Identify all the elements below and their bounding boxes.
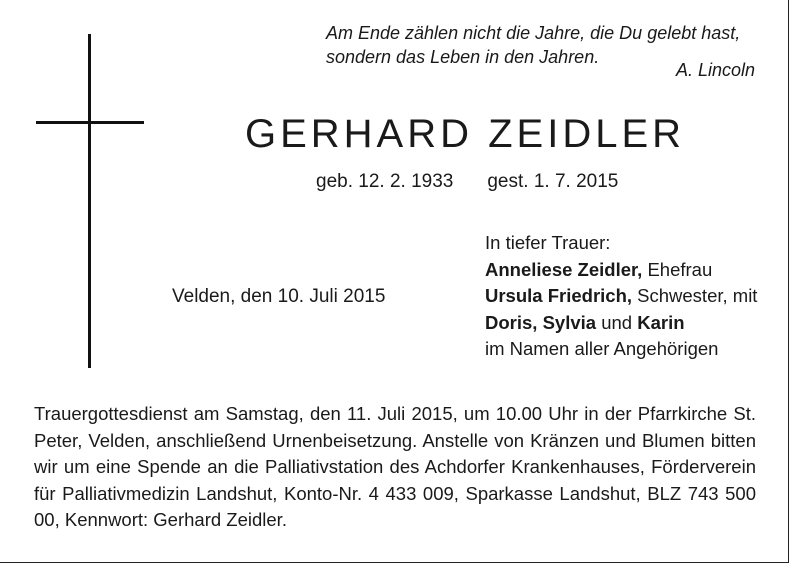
service-announcement: Trauergottesdienst am Samstag, den 11. Juli 2015, um 10.00 Uhr in der Pfarrkirche St. Peter, Velden, anschließend Urnenbeisetzung. Anstelle von Kränzen und Blumen bitten wir um eine Spende an die Palliativstation des Achdorfer Krankenhauses, Förderverein für Palliativmedizin Landshut, Konto-Nr. 4 433 009, Sparkasse Landshut, BLZ 743 500 00, Kennwort: Gerhard Zeidler. [34, 403, 756, 530]
mourner-children-line [485, 310, 757, 337]
birth-date: geb. 12. 2. 1933 [316, 171, 454, 192]
cross-vertical-bar [88, 34, 91, 368]
mourners-block [485, 230, 757, 363]
child-name: Karin [637, 311, 685, 333]
mourner-name: Anneliese Zeidler, [485, 258, 643, 280]
deceased-name: GERHARD ZEIDLER [244, 112, 686, 156]
mourner-relation: Schwester, mit [632, 285, 758, 306]
death-date: gest. 1. 7. 2015 [487, 171, 619, 192]
life-dates [316, 170, 618, 194]
quote-author: A. Lincoln [675, 60, 755, 80]
mourner-name: Ursula Friedrich, [485, 285, 633, 306]
place-and-date: Velden, den 10. Juli 2015 [172, 286, 386, 307]
quote-line-1: Am Ende zählen nicht die Jahre, die Du gelebt hast, [326, 23, 741, 43]
mourner-line [485, 283, 757, 310]
quote-line-2: sondern das Leben in den Jahren. [326, 47, 600, 67]
mourner-line [485, 257, 757, 284]
conjunction: und [596, 311, 638, 333]
mourners-intro: In tiefer Trauer: [485, 232, 611, 253]
children-names: Doris, Sylvia [485, 311, 597, 333]
mourner-relation: Ehefrau [642, 258, 713, 280]
mourners-closing: im Namen aller Angehörigen [485, 338, 719, 359]
